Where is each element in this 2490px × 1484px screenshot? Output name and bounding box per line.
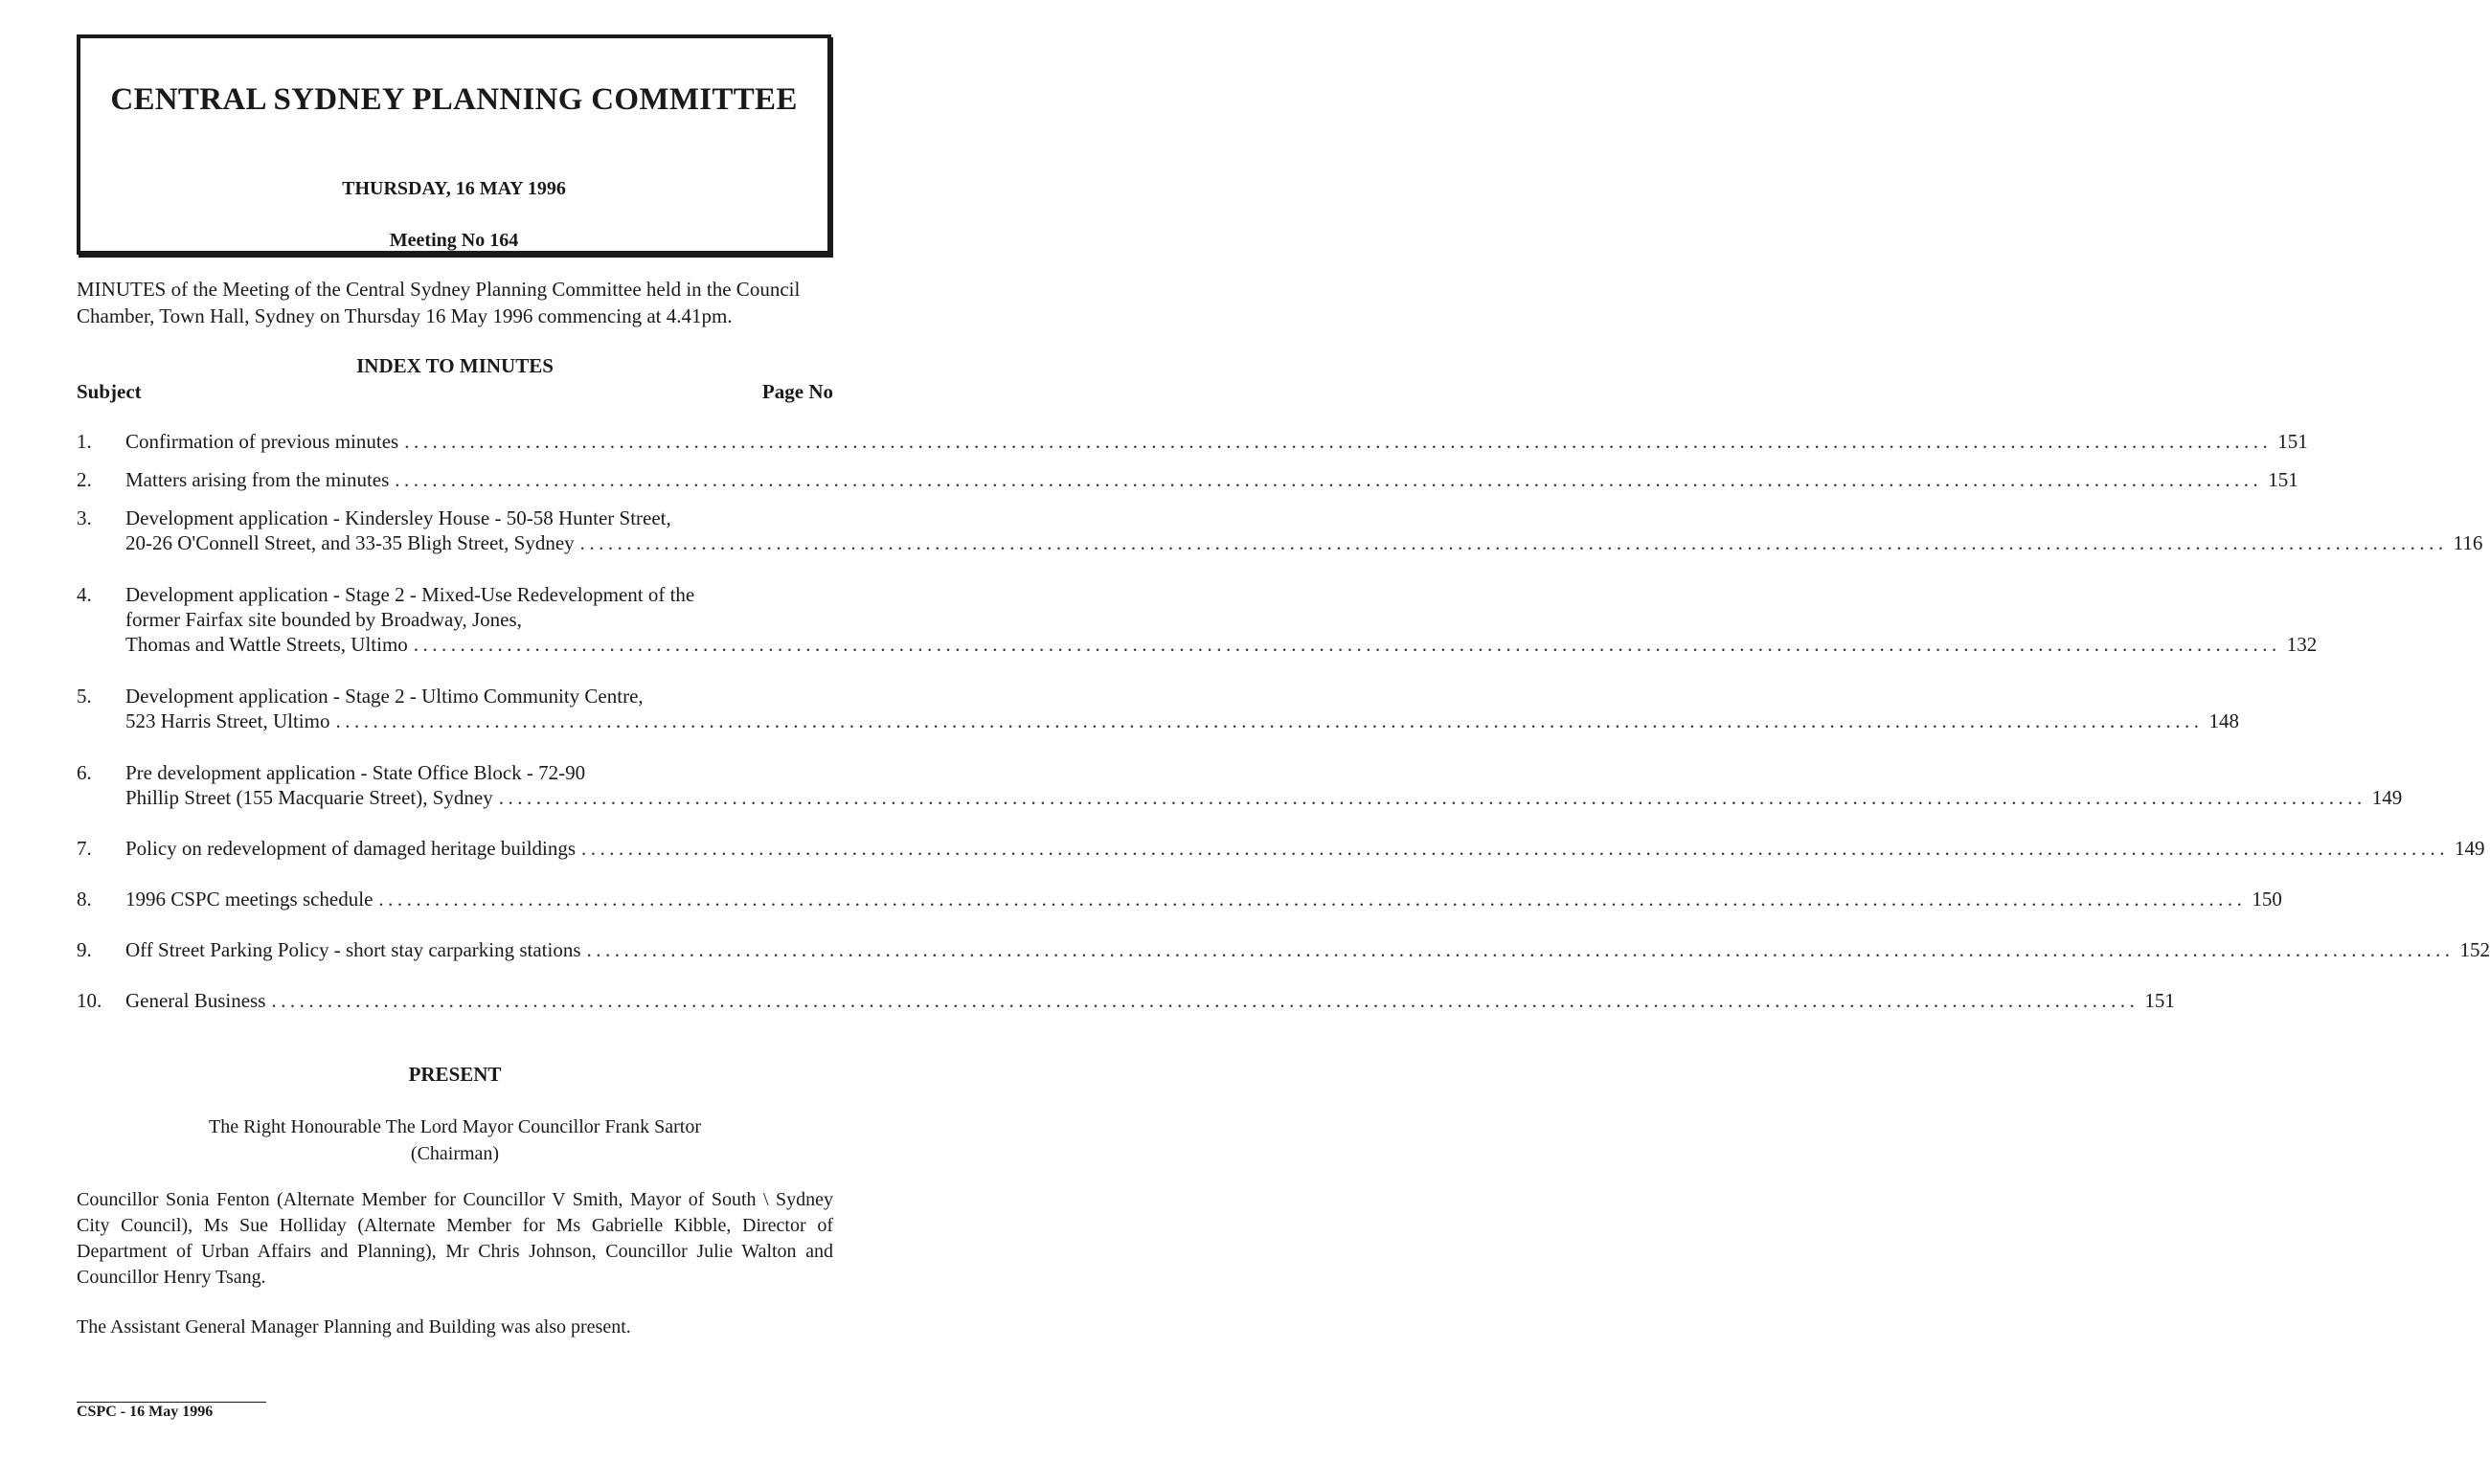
index-item-number: 7. (77, 837, 92, 860)
index-item-number: 4. (77, 583, 92, 606)
index-item-body (125, 684, 2239, 733)
index-item (77, 988, 2175, 1013)
index-item-last-line (125, 887, 2282, 911)
index-item-subject: Phillip Street (155 Macquarie Street), Sydney (125, 786, 493, 809)
index-item-number: 9. (77, 938, 92, 961)
chairman-name: The Right Honourable The Lord Mayor Councillor Frank Sartor (209, 1116, 701, 1137)
index-item-line: Development application - Stage 2 - Mixed-Use Redevelopment of the (125, 583, 695, 606)
index-item-number: 8. (77, 888, 92, 911)
index-item-number: 2. (77, 468, 92, 491)
index-item-line: former Fairfax site bounded by Broadway, Jones, (125, 608, 522, 631)
index-item-number: 5. (77, 685, 92, 708)
index-item-number: 3. (77, 506, 92, 529)
index-item-page: 148 (2208, 709, 2239, 732)
chairman (77, 1113, 833, 1167)
intro-paragraph: MINUTES of the Meeting of the Central Sydney Planning Committee held in the Council Chamber, Town Hall, Sydney on Thursday 16 May 1996 commencing at 4.41pm. (77, 278, 801, 327)
index-item-line: Development application - Stage 2 - Ultimo Community Centre, (125, 685, 644, 708)
dot-leader: ........................................................................................................................................................................................................ (271, 989, 2139, 1012)
dot-leader: ........................................................................................................................................................................................................ (586, 938, 2455, 961)
index-item (77, 467, 2298, 492)
dot-leader: ........................................................................................................................................................................................................ (335, 709, 2204, 732)
index-item-body (125, 760, 2402, 810)
index-item-last-line (125, 632, 2317, 657)
index-item-last-line (125, 429, 2308, 454)
index-item-number: 1. (77, 430, 92, 453)
footer-rule (77, 1402, 266, 1403)
index-item-body (125, 506, 2482, 555)
also-present: The Assistant General Manager Planning and Building was also present. (77, 1316, 631, 1338)
dot-leader: ........................................................................................................................................................................................................ (378, 888, 2247, 911)
index-item-page: 149 (2371, 786, 2403, 809)
index-item-page: 132 (2286, 633, 2318, 656)
index-item-number: 6. (77, 761, 92, 784)
page-column-label: Page No (761, 380, 833, 403)
index-item-line: Development application - Kindersley House - 50-58 Hunter Street, (125, 506, 671, 529)
dot-leader: ........................................................................................................................................................................................................ (581, 837, 2450, 860)
index-item (77, 684, 2239, 733)
index-item-body (125, 836, 2485, 861)
index-item (77, 582, 2318, 657)
dot-leader: ........................................................................................................................................................................................................ (413, 633, 2281, 656)
index-item-body (125, 582, 2317, 657)
index-item-page: 150 (2252, 888, 2282, 911)
footer-label: CSPC - 16 May 1996 (77, 1404, 214, 1420)
index-heading: INDEX TO MINUTES (356, 354, 554, 377)
index-item-subject: 20-26 O'Connell Street, and 33-35 Bligh Street, Sydney (125, 531, 575, 554)
index-item-last-line (125, 708, 2239, 733)
index-item (77, 429, 2308, 454)
index-list (77, 429, 2490, 1013)
index-item-body (125, 937, 2490, 962)
index-item-last-line (125, 937, 2490, 962)
present-heading: PRESENT (408, 1063, 502, 1086)
index-item-subject: Thomas and Wattle Streets, Ultimo (125, 633, 408, 656)
index-item-subject: General Business (125, 989, 266, 1012)
index-item (77, 887, 2282, 911)
subject-column-label: Subject (77, 380, 142, 403)
index-item-page: 151 (2144, 989, 2175, 1012)
dot-leader: ........................................................................................................................................................................................................ (579, 531, 2448, 554)
meeting-date: THURSDAY, 16 MAY 1996 (342, 178, 566, 199)
index-item-subject: Matters arising from the minutes (125, 468, 390, 491)
index-item-last-line (125, 467, 2298, 492)
committee-title: CENTRAL SYDNEY PLANNING COMMITTEE (110, 82, 798, 117)
chairman-role: (Chairman) (410, 1143, 500, 1164)
index-item (77, 937, 2490, 962)
index-item-last-line (125, 530, 2482, 555)
dot-leader: ........................................................................................................................................................................................................ (498, 786, 2366, 809)
index-item-page: 149 (2455, 837, 2485, 860)
index-item-body (125, 988, 2175, 1013)
index-item-subject: 1996 CSPC meetings schedule (125, 888, 374, 911)
index-item-body (125, 887, 2282, 911)
index-item (77, 760, 2403, 810)
index-item-body (125, 429, 2308, 454)
index-item-page: 151 (2268, 468, 2298, 491)
index-item-last-line (125, 836, 2485, 861)
members-present: Councillor Sonia Fenton (Alternate Member for Councillor V Smith, Mayor of South \ Sydney City Council), Ms Sue Holliday (Alternate Member for Ms Gabrielle Kibble, Director of Department of Urban Affairs and Planning), Mr Chris Johnson, Councillor Julie Walton and Councillor Henry Tsang. (77, 1189, 833, 1288)
index-item-last-line (125, 785, 2402, 810)
dot-leader: ........................................................................................................................................................................................................ (404, 430, 2273, 453)
index-item-subject: Off Street Parking Policy - short stay carparking stations (125, 938, 581, 961)
index-item-page: 151 (2277, 430, 2308, 453)
index-item-page: 116 (2453, 531, 2483, 554)
title-box (77, 34, 831, 255)
dot-leader: ........................................................................................................................................................................................................ (395, 468, 2263, 491)
meeting-number: Meeting No 164 (389, 230, 519, 251)
index-item-subject: Policy on redevelopment of damaged heritage buildings (125, 837, 577, 860)
index-item-number: 10. (77, 989, 102, 1012)
index-item-last-line (125, 988, 2175, 1013)
index-item-line: Pre development application - State Office Block - 72-90 (125, 761, 586, 784)
index-item-subject: 523 Harris Street, Ultimo (125, 709, 330, 732)
index-item (77, 506, 2483, 555)
index-item (77, 836, 2485, 861)
index-item-body (125, 467, 2298, 492)
index-item-subject: Confirmation of previous minutes (125, 430, 399, 453)
index-item-page: 152 (2459, 938, 2490, 961)
